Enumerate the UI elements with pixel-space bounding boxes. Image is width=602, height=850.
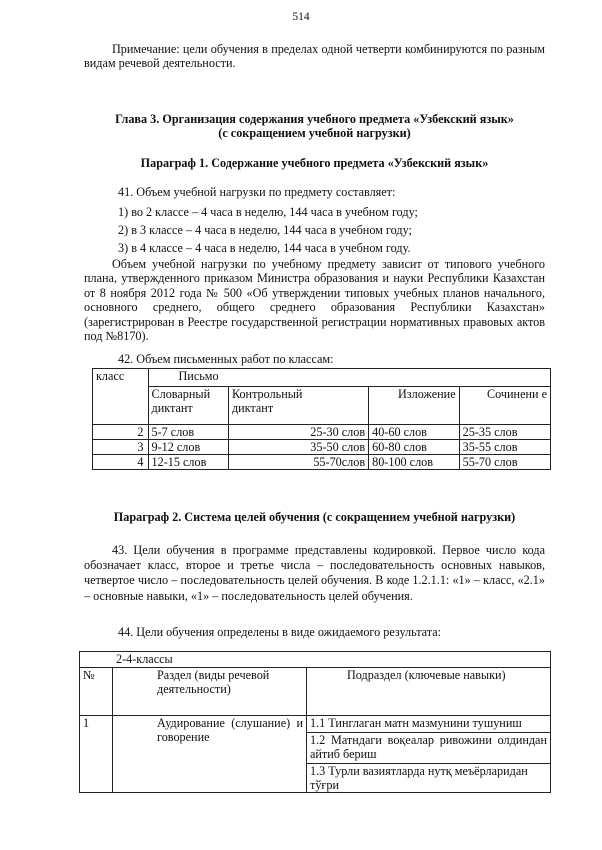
- table-cell: 25-35 слов: [459, 425, 550, 440]
- item41-line-3: 3) в 4 классе – 4 часа в неделю, 144 часа в учебном году.: [118, 241, 411, 255]
- item41-line-2: 2) в 3 классе – 4 часа в неделю, 144 часа в учебном году;: [118, 223, 412, 237]
- table-cell: 12-15 слов: [148, 455, 228, 470]
- table-cell: 55-70слов: [228, 455, 368, 470]
- col-group-header: Письмо: [148, 369, 551, 387]
- table-cell: 25-30 слов: [228, 425, 368, 440]
- row-class-2: 2: [93, 425, 149, 440]
- subsection-1: 1.1 Тинглаган матн мазмунини тушуниш: [307, 716, 551, 733]
- sub-header-2: Контрольный диктант: [228, 387, 368, 425]
- col-class-header: класс: [93, 369, 149, 425]
- table-cell: 60-80 слов: [369, 440, 460, 455]
- table-cell: 40-60 слов: [369, 425, 460, 440]
- table-cell: 9-12 слов: [148, 440, 228, 455]
- col-subsection-header: Подраздел (ключевые навыки): [307, 668, 551, 716]
- sub-header-1: Словарный диктант: [148, 387, 228, 425]
- item41-text: Объем учебной нагрузки по учебному предмету зависит от типового учебного плана, утвержденного приказом Министра образования и науки Республики Казахстан от 8 ноября 2012 года № 500 «Об утверждении типовых учебных планов начального, основного среднего, общего среднего образования Республики Казахстан» (зарегистрирован в Реестре государственной регистрации нормативных правовых актов под №8170).: [84, 257, 545, 344]
- note-text: Примечание: цели обучения в пределах одной четверти комбинируются по разным видам речевой деятельности.: [84, 42, 545, 71]
- subsection-2: 1.2 Матндаги воқеалар ривожини олдиндан айтиб бериш: [307, 733, 551, 764]
- col-section-header: Раздел (виды речевой деятельности): [113, 668, 307, 716]
- table-cell: 5-7 слов: [148, 425, 228, 440]
- row-section: Аудирование (слушание) и говорение: [113, 716, 307, 793]
- paragraph1-title: Параграф 1. Содержание учебного предмета «Узбекский язык»: [140, 156, 489, 170]
- sub-header-4: Сочинени е: [459, 387, 550, 425]
- table-cell: 35-55 слов: [459, 440, 550, 455]
- table-cell: 55-70 слов: [459, 455, 550, 470]
- item42-text: 42. Объем письменных работ по классам:: [118, 352, 334, 366]
- learning-goals-table: [79, 651, 551, 793]
- col-num-header: №: [80, 668, 113, 716]
- grades-label: 2-4-классы: [80, 652, 551, 668]
- row-class-3: 3: [93, 440, 149, 455]
- chapter-title-line1: Глава 3. Организация содержания учебного предмета «Узбекский язык»: [115, 112, 514, 126]
- page-number: 514: [292, 11, 310, 23]
- row-class-4: 4: [93, 455, 149, 470]
- chapter-title-line2: (с сокращением учебной нагрузки): [218, 126, 411, 140]
- item41-line-1: 1) во 2 классе – 4 часа в неделю, 144 часа в учебном году;: [118, 205, 418, 219]
- table-cell: 35-50 слов: [228, 440, 368, 455]
- subsection-3: 1.3 Турли вазиятларда нутқ меъёрларидан тўғри: [307, 764, 551, 793]
- item44-text: 44. Цели обучения определены в виде ожидаемого результата:: [118, 625, 442, 639]
- row-num: 1: [80, 716, 113, 793]
- written-works-table: [92, 368, 551, 470]
- table-cell: 80-100 слов: [369, 455, 460, 470]
- paragraph2-title: Параграф 2. Система целей обучения (с сокращением учебной нагрузки): [113, 510, 516, 524]
- item43-text: 43. Цели обучения в программе представлены кодировкой. Первое число кода обозначает класс, второе и третье числа – последовательность основных навыков, четвертое число – последовательность целей обучения. В коде 1.2.1.1: «1» – класс, «2.1» – основные навыки, «1» – последовательность целей обучения.: [84, 543, 545, 603]
- sub-header-3: Изложение: [369, 387, 460, 425]
- item41-intro: 41. Объем учебной нагрузки по предмету составляет:: [118, 185, 396, 199]
